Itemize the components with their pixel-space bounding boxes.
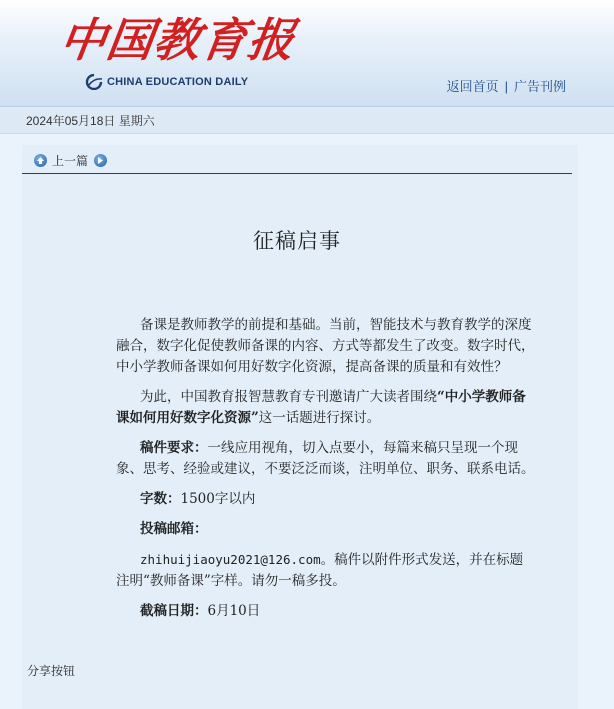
- paragraph-invitation: [116, 387, 536, 429]
- logo-emblem-icon: [84, 74, 104, 90]
- prev-article-link[interactable]: 上一篇: [52, 153, 89, 168]
- wordcount-label: 字数：: [140, 491, 181, 507]
- wordcount-text: 1500字以内: [180, 491, 256, 507]
- invitation-text: 为此，中国教育报智慧教育专刊邀请广大读者围绕: [140, 389, 437, 405]
- topic-highlight: “中小学教师备课如何用好数字化资源”: [116, 389, 526, 426]
- email-label: 投稿邮箱：: [140, 521, 208, 537]
- paragraph-requirements: [116, 438, 536, 480]
- date-bar: [0, 107, 614, 134]
- nav-divider: [22, 173, 572, 174]
- requirements-label: 稿件要求：: [140, 440, 208, 456]
- ad-rates-link[interactable]: 广告刊例: [513, 79, 566, 94]
- next-arrow-icon[interactable]: [94, 154, 107, 167]
- deadline-date: 6月10日: [207, 603, 261, 619]
- link-separator: |: [504, 79, 508, 94]
- paragraph-deadline: [116, 601, 536, 622]
- paragraph-email: [116, 549, 536, 592]
- article-panel: [22, 145, 578, 709]
- site-header: [0, 0, 614, 107]
- paragraph-email-label: [116, 519, 536, 540]
- logo-subtitle: [84, 74, 248, 90]
- top-links: [447, 76, 566, 95]
- paragraph-wordcount: [116, 489, 536, 510]
- share-button[interactable]: 分享按钮: [27, 664, 76, 678]
- logo-english-text: CHINA EDUCATION DAILY: [107, 76, 249, 88]
- newspaper-logo[interactable]: 中国教育报: [56, 13, 299, 67]
- submission-email[interactable]: zhihuijiaoyu2021@126.com: [140, 552, 321, 567]
- article-body: [116, 315, 536, 631]
- requirements-text: 一线应用视角，切入点要小，每篇来稿只呈现一个现象、思考、经验或建议，不要泛泛而谈，注明单位、职务、联系电话。: [116, 440, 535, 477]
- prev-arrow-icon[interactable]: [34, 154, 47, 167]
- deadline-label: 截稿日期：: [140, 603, 208, 619]
- article-title: 征稿启事: [253, 229, 341, 253]
- email-instructions: 。稿件以附件形式发送，并在标题注明“教师备课”字样。请勿一稿多投。: [116, 552, 524, 589]
- issue-date: 2024年05月18日 星期六: [26, 114, 155, 128]
- article-nav: [34, 149, 107, 171]
- invitation-suffix: 这一话题进行探讨。: [258, 410, 381, 426]
- home-link[interactable]: 返回首页: [446, 79, 499, 94]
- paragraph-intro: 备课是教师教学的前提和基础。当前，智能技术与教育教学的深度融合，数字化促使教师备课的内容、方式等都发生了改变。数字时代，中小学教师备课如何用好数字化资源，提高备课的质量和有效性？: [116, 317, 535, 375]
